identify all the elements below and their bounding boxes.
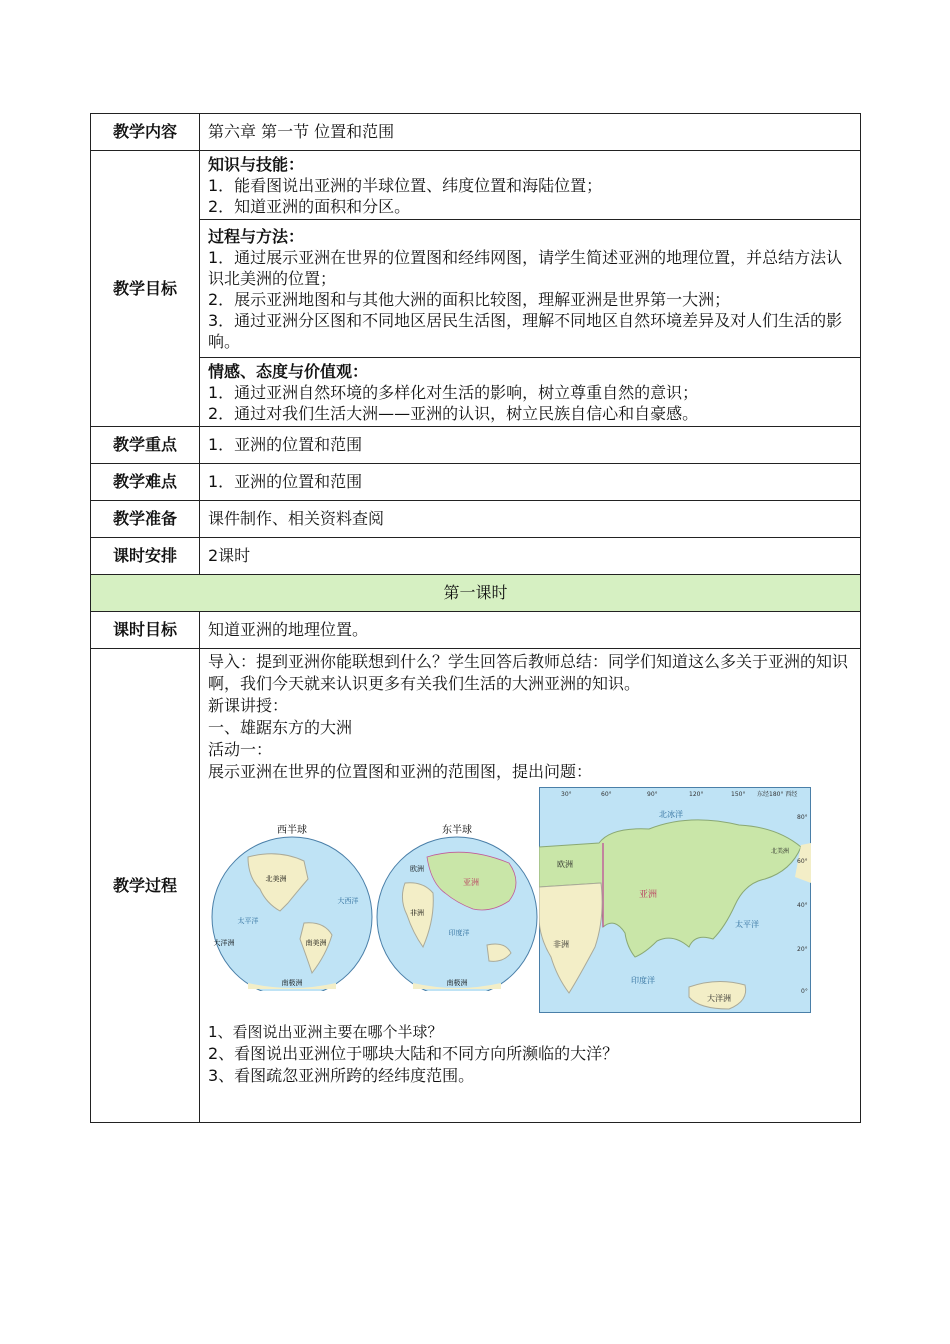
process-item: 3．通过亚洲分区图和不同地区居民生活图，理解不同地区自然环境差异及对人们生活的影响。 xyxy=(208,310,843,351)
asia-label: 太平洋 xyxy=(735,920,759,929)
label-key: 教学重点 xyxy=(91,427,200,464)
value-prep: 课件制作、相关资料查阅 xyxy=(200,501,861,538)
asia-label: 北冰洋 xyxy=(659,810,683,819)
value-key: 1．亚洲的位置和范围 xyxy=(200,427,861,464)
asia-label: 大洋洲 xyxy=(707,994,731,1003)
row-schedule xyxy=(91,538,861,575)
east-label: 非洲 xyxy=(410,909,424,917)
asia-label: 欧洲 xyxy=(557,860,573,869)
lesson-header: 第一课时 xyxy=(91,575,861,612)
value-schedule: 2课时 xyxy=(200,538,861,575)
asia-label: 北美洲 xyxy=(771,848,790,855)
lon-tick: 东经180° 西经 xyxy=(757,791,798,798)
process-item: 2．展示亚洲地图和与其他大洲的面积比较图，理解亚洲是世界第一大洲； xyxy=(208,289,731,309)
lon-tick: 150° xyxy=(731,791,746,798)
process-heading: 过程与方法： xyxy=(208,226,305,246)
asia-label: 印度洋 xyxy=(631,976,655,985)
value-lesson-goal: 知道亚洲的地理位置。 xyxy=(200,612,861,649)
lat-tick: 80° xyxy=(797,814,808,821)
lon-tick: 90° xyxy=(647,791,658,798)
row-key xyxy=(91,427,861,464)
west-label: 南极洲 xyxy=(281,979,303,987)
lat-tick: 40° xyxy=(797,902,808,909)
value-content: 第六章 第一节 位置和范围 xyxy=(200,114,861,151)
east-title: 东半球 xyxy=(442,825,472,836)
value-difficulty: 1．亚洲的位置和范围 xyxy=(200,464,861,501)
lesson-plan-table xyxy=(90,113,861,1123)
process-item: 1．通过展示亚洲在世界的位置图和经纬网图，请学生简述亚洲的地理位置，并总结方法认识北美洲的位置； xyxy=(208,247,843,288)
asia-label: 亚洲 xyxy=(639,890,658,900)
asia-range-map xyxy=(539,787,811,1013)
label-prep: 教学准备 xyxy=(91,501,200,538)
label-goals: 教学目标 xyxy=(91,151,200,427)
west-label: 南美洲 xyxy=(305,939,327,947)
label-difficulty: 教学难点 xyxy=(91,464,200,501)
row-goals-knowledge xyxy=(91,151,861,220)
knowledge-item: 2．知道亚洲的面积和分区。 xyxy=(208,196,411,216)
row-content xyxy=(91,114,861,151)
label-schedule: 课时安排 xyxy=(91,538,200,575)
west-label: 大洋洲 xyxy=(213,939,235,947)
attitude-item: 1．通过亚洲自然环境的多样化对生活的影响，树立尊重自然的意识； xyxy=(208,382,699,402)
knowledge-item: 1．能看图说出亚洲的半球位置、纬度位置和海陆位置； xyxy=(208,175,603,195)
attitude-heading: 情感、态度与价值观： xyxy=(208,361,369,381)
lon-tick: 120° xyxy=(689,791,704,798)
west-title: 西半球 xyxy=(277,825,307,836)
section-title: 一、雄踞东方的大洲 xyxy=(208,718,353,737)
row-goals-process xyxy=(91,220,861,358)
label-lesson-goal: 课时目标 xyxy=(91,612,200,649)
new-lesson-text: 新课讲授： xyxy=(208,696,289,715)
attitude-item: 2．通过对我们生活大洲——亚洲的认识，树立民族自信心和自豪感。 xyxy=(208,403,699,423)
lat-tick: 20° xyxy=(797,946,808,953)
label-process: 教学过程 xyxy=(91,649,200,1123)
activity-title: 活动一： xyxy=(208,740,273,759)
row-lesson-goal xyxy=(91,612,861,649)
west-label: 北美洲 xyxy=(265,875,287,883)
lon-tick: 60° xyxy=(601,791,612,798)
west-label: 太平洋 xyxy=(237,917,259,925)
lat-tick: 60° xyxy=(797,858,808,865)
intro-text: 导入：提到亚洲你能联想到什么？学生回答后教师总结：同学们知道这么多关于亚洲的知识啊，我们今天就来认识更多有关我们生活的大洲亚洲的知识。 xyxy=(208,652,849,693)
eastern-hemisphere-map xyxy=(373,823,541,991)
question-3: 3、看图疏忽亚洲所跨的经纬度范围。 xyxy=(208,1066,475,1085)
lon-tick: 30° xyxy=(561,791,572,798)
row-goals-attitude xyxy=(91,358,861,427)
show-text: 展示亚洲在世界的位置图和亚洲的范围图，提出问题： xyxy=(208,762,593,781)
lat-tick: 0° xyxy=(801,988,808,995)
east-label: 南极洲 xyxy=(446,979,468,987)
asia-label: 非洲 xyxy=(553,940,569,949)
east-label: 亚洲 xyxy=(463,878,479,887)
west-label: 大西洋 xyxy=(337,897,359,905)
row-lesson-header xyxy=(91,575,861,612)
question-1: 1、看图说出亚洲主要在哪个半球？ xyxy=(208,1023,443,1041)
row-process xyxy=(91,649,861,1123)
row-difficulty xyxy=(91,464,861,501)
western-hemisphere-map xyxy=(208,823,376,991)
east-label: 印度洋 xyxy=(448,929,470,937)
maps-figure xyxy=(208,787,852,1015)
question-2: 2、看图说出亚洲位于哪块大陆和不同方向所濒临的大洋？ xyxy=(208,1044,619,1063)
knowledge-heading: 知识与技能： xyxy=(208,154,305,174)
east-label: 欧洲 xyxy=(410,865,424,873)
label-content: 教学内容 xyxy=(91,114,200,151)
row-prep xyxy=(91,501,861,538)
